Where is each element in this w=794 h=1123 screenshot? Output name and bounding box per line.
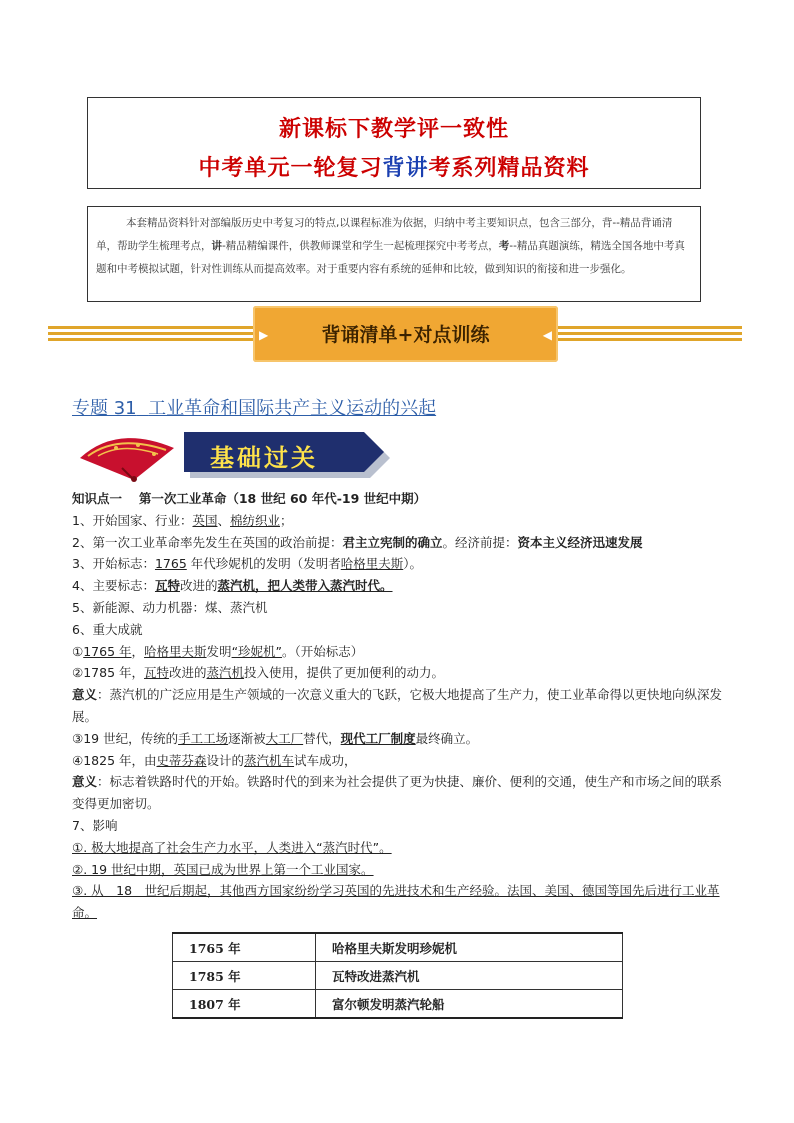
list-item: ②1785 年，瓦特改进的蒸汽机投入使用，提供了更加便利的动力。 <box>72 665 445 681</box>
table-cell-year: 1807 年 <box>173 990 316 1019</box>
list-item: ④1825 年，由史蒂芬森设计的蒸汽机车试车成功， <box>72 752 357 768</box>
intro-box: 本套精品资料针对部编版历史中考复习的特点,以课程标准为依据，归纳中考主要知识点，包含三部分，背--精品背诵清单，帮助学生梳理考点，讲-精品精编课件，供教师课堂和学生一起梳理探究中考考点，考--精品真题演练，精选全国各地中考真题和中考模拟试题，针对性训练从而提高效率。对于重要内容有系统的延伸和比较，做到知识的衔接和进一步强化。 <box>87 206 701 302</box>
table-row <box>173 990 623 1019</box>
list-item: ②. 19 世纪中期，英国已成为世界上第一个工业国家。 <box>72 861 374 877</box>
arrow-left-icon: ◀ <box>542 328 552 342</box>
title-line-2: 中考单元一轮复习背讲考系列精品资料 <box>198 155 590 181</box>
banner-label: 背诵清单+对点训练 <box>321 324 490 346</box>
table-cell-event: 瓦特改进蒸汽机 <box>316 962 623 990</box>
table-cell-year: 1785 年 <box>173 962 316 990</box>
meaning-paragraph: 意义：标志着铁路时代的开始。铁路时代的到来为社会提供了更为快捷、廉价、便利的交通，使生产和市场之间的联系变得更加密切。 <box>72 774 723 812</box>
list-item: 7、影响 <box>72 817 118 833</box>
table-row <box>173 962 623 990</box>
table-cell-year: 1765 年 <box>173 933 316 962</box>
list-item: ③. 从 18 世纪后期起，其他西方国家纷纷学习英国的先进技术和生产经验。法国、美国、德国等国先后进行工业革命。 <box>72 883 720 921</box>
list-item: 6、重大成就 <box>72 621 143 637</box>
fan-icon <box>72 428 182 483</box>
meaning-paragraph: 意义：蒸汽机的广泛应用是生产领域的一次意义重大的飞跃，它极大地提高了生产力，使工业革命得以更快地向纵深发展。 <box>72 687 723 724</box>
knowledge-content <box>72 488 727 924</box>
topic-link: 专题 31 工业革命和国际共产主义运动的兴起 <box>72 398 437 419</box>
list-item: ①1765 年，哈格里夫斯发明“珍妮机”。（开始标志） <box>72 643 364 659</box>
list-item: 1、开始国家、行业：英国、棉纺织业； <box>72 512 293 528</box>
list-item: 2、第一次工业革命率先发生在英国的政治前提：君主立宪制的确立。经济前提：资本主义经济迅速发展 <box>72 534 643 550</box>
section-tag: 基础过关 <box>210 443 318 472</box>
list-item: 4、主要标志：瓦特改进的蒸汽机，把人类带入蒸汽时代。 <box>72 578 393 594</box>
list-item: ①. 极大地提高了社会生产力水平，人类进入“蒸汽时代”。 <box>72 839 392 855</box>
list-item: 5、新能源、动力机器：煤、蒸汽机 <box>72 599 268 615</box>
table-row <box>173 933 623 962</box>
table-cell-event: 富尔顿发明蒸汽轮船 <box>316 990 623 1019</box>
title-box <box>87 97 701 189</box>
title-line-1: 新课标下教学评一致性 <box>278 116 509 142</box>
kp-heading: 知识点一 第一次工业革命（18 世纪 60 年代-19 世纪中期） <box>72 491 427 506</box>
table-cell-event: 哈格里夫斯发明珍妮机 <box>316 933 623 962</box>
timeline-table <box>172 932 623 1019</box>
topic-title[interactable] <box>72 394 436 420</box>
arrow-right-icon: ▶ <box>259 328 269 342</box>
list-item: 3、开始标志：1765 年代珍妮机的发明（发明者哈格里夫斯）。 <box>72 556 423 572</box>
section-banner <box>253 306 558 362</box>
list-item: ③19 世纪，传统的手工工场逐渐被大工厂替代，现代工厂制度最终确立。 <box>72 730 479 746</box>
